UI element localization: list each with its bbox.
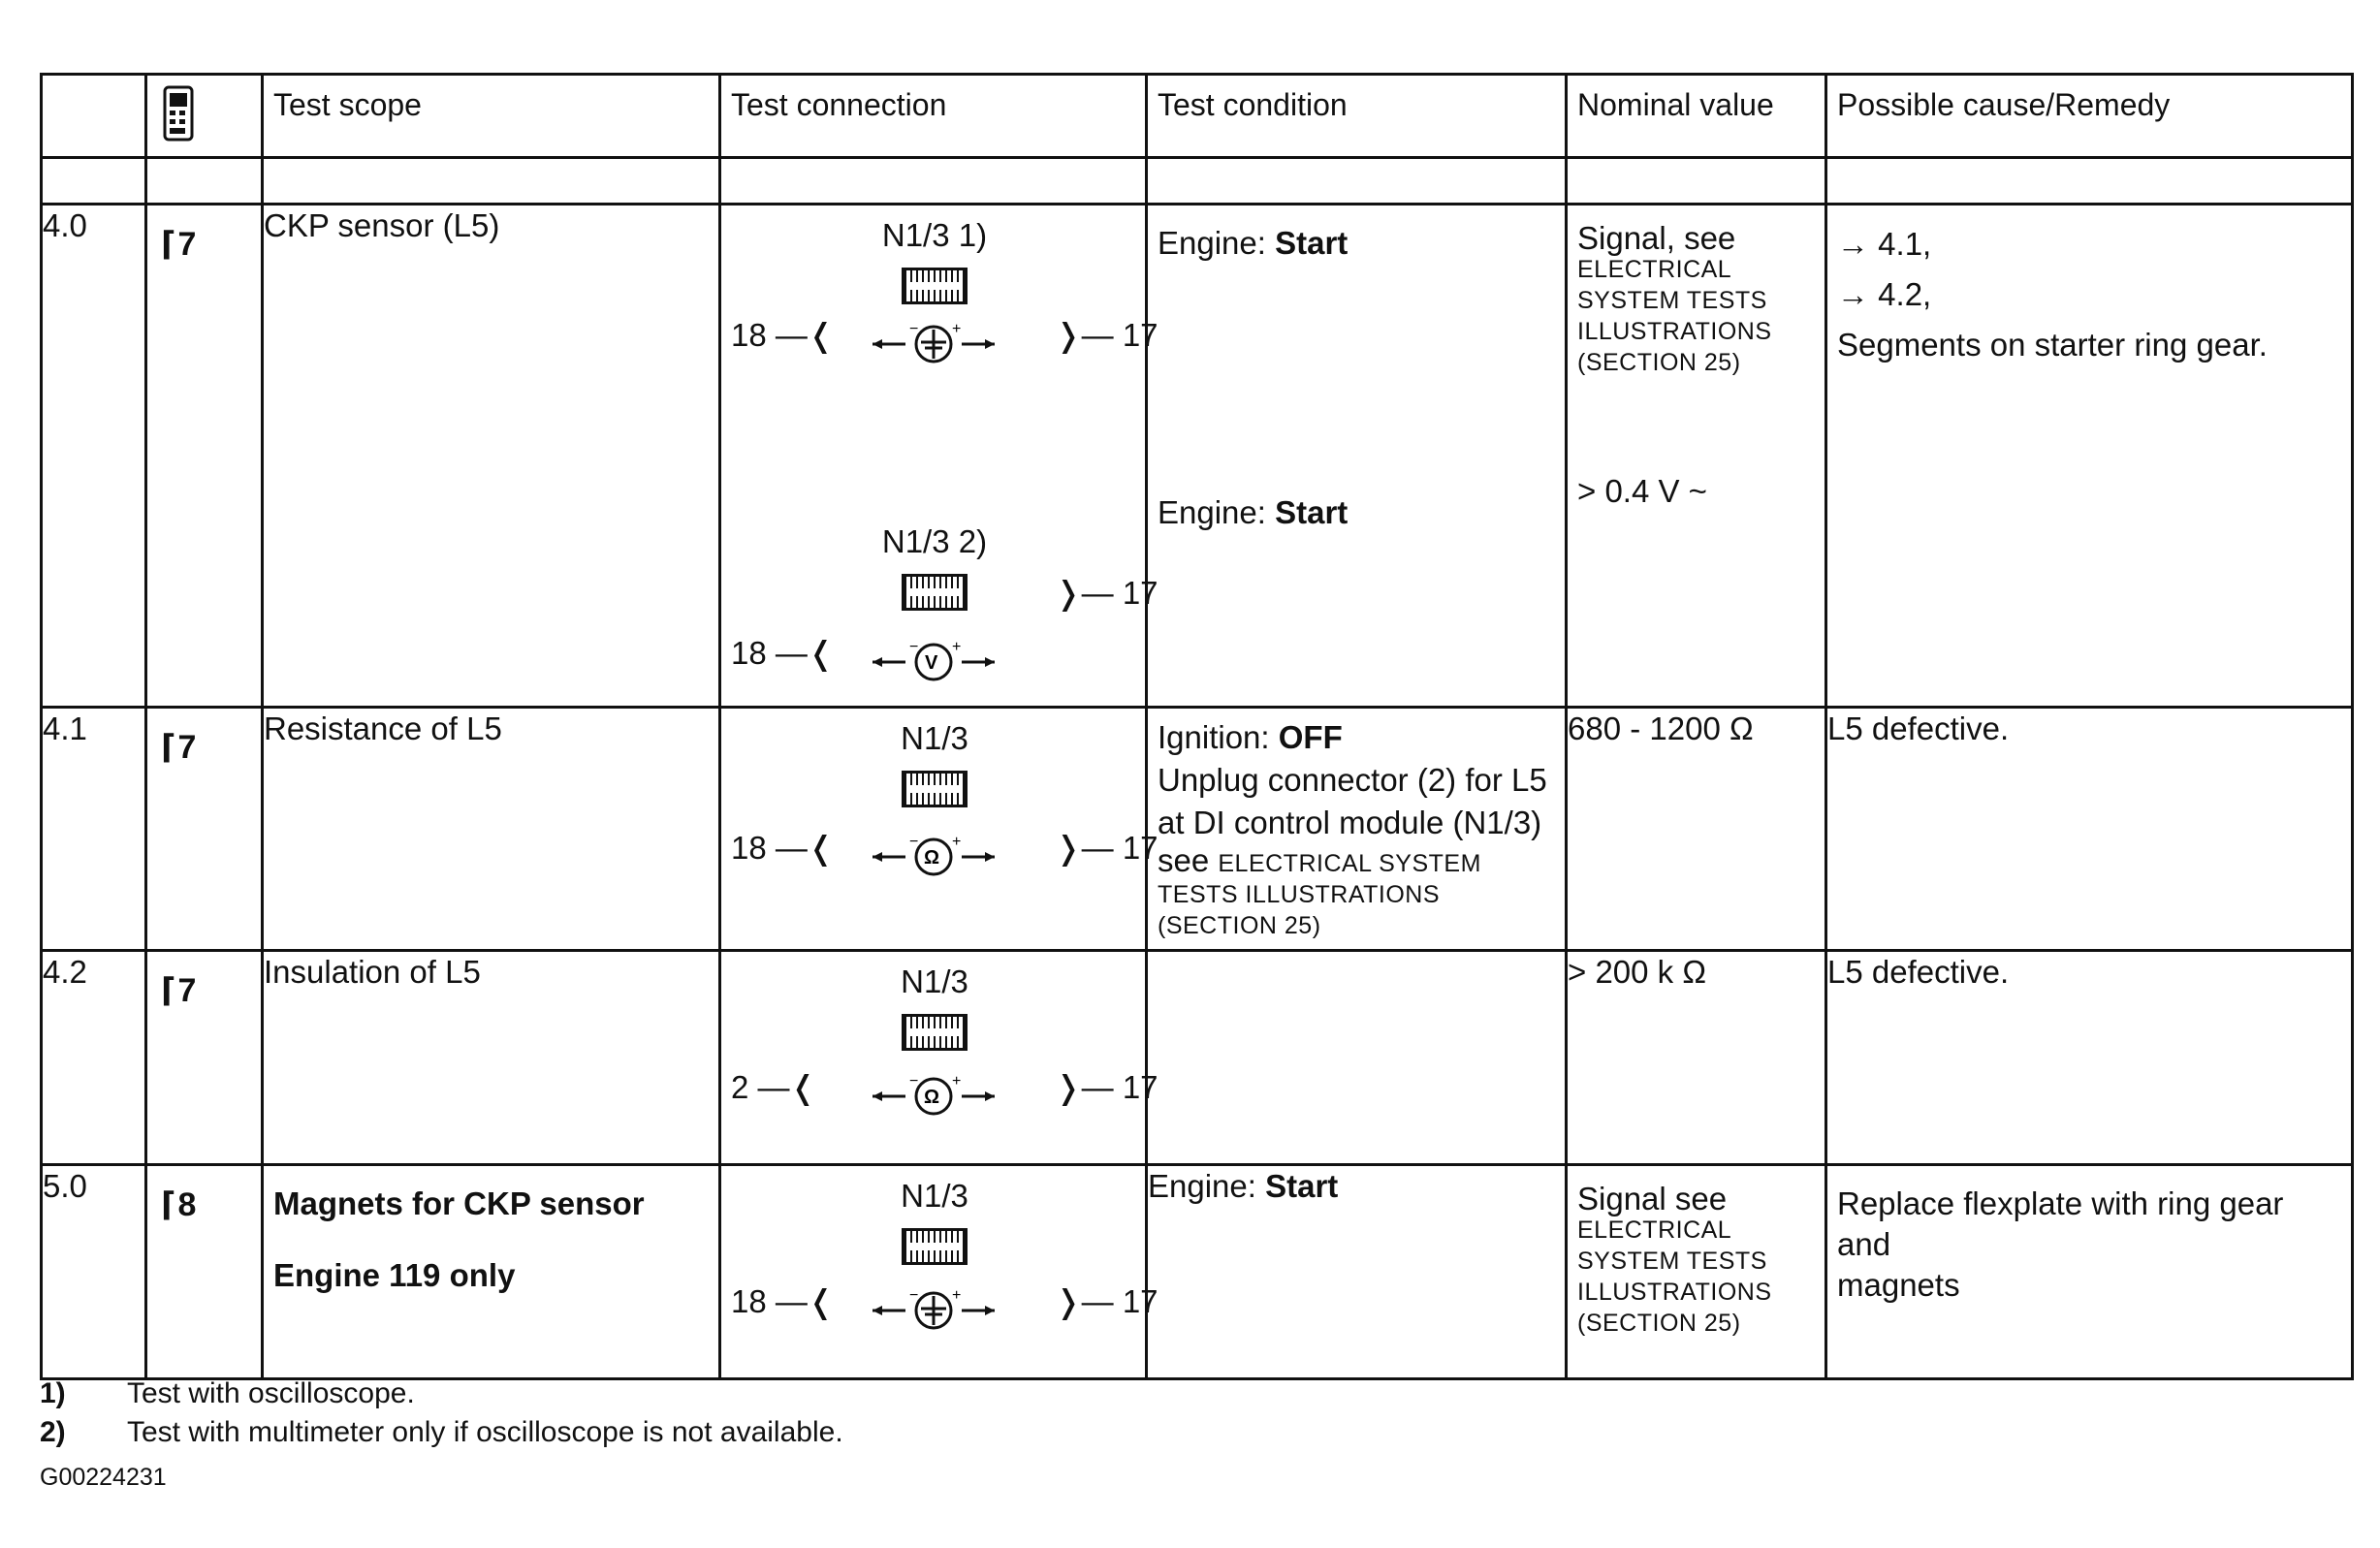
control-module-icon — [902, 268, 968, 304]
svg-text:−: − — [909, 1288, 919, 1304]
tester-device-icon — [161, 85, 200, 148]
step-number: 4.0 — [42, 205, 146, 708]
voltmeter-icon — [871, 640, 997, 684]
header-test-connection: Test connection — [720, 75, 1147, 158]
module-label: N1/3 — [901, 1178, 968, 1214]
right-pin: 17 — [1122, 1069, 1158, 1105]
possible-cause: L5 defective. — [1826, 951, 2353, 1165]
control-module-icon — [902, 574, 968, 611]
test-table — [40, 73, 2354, 1380]
control-module-icon — [902, 1014, 968, 1051]
possible-cause: L5 defective. — [1826, 708, 2353, 951]
footnote-ref: 1) — [958, 217, 988, 253]
svg-text:Ω: Ω — [924, 847, 940, 869]
step-number: 5.0 — [42, 1165, 146, 1379]
module-label: N1/3 — [901, 720, 968, 756]
control-module-icon — [902, 1228, 968, 1265]
oscilloscope-icon — [871, 322, 997, 366]
nominal-value: > 200 k Ω — [1567, 951, 1826, 1165]
header-tester — [146, 75, 263, 158]
svg-text:V: V — [925, 652, 938, 674]
possible-cause: → 4.1, → 4.2, Segments on starter ring gear. — [1826, 205, 2353, 708]
possible-cause: Replace flexplate with ring gear and magnets — [1826, 1165, 2353, 1379]
test-scope: CKP sensor (L5) — [263, 205, 720, 708]
figure-id: G00224231 — [40, 1464, 167, 1491]
footnotes — [40, 1374, 843, 1452]
remedy-link[interactable]: → 4.1, — [1837, 226, 1932, 262]
right-pin: 17 — [1122, 1283, 1158, 1319]
footnote-item: 2) Test with multimeter only if oscilloscope is not available. — [40, 1416, 843, 1448]
test-connection: N1/3 2 —❬ ❭— 17 Ω − + — [720, 951, 1147, 1165]
test-condition: Engine: Start — [1147, 1165, 1567, 1379]
svg-text:+: + — [952, 1288, 962, 1304]
svg-text:−: − — [909, 640, 919, 655]
ohmmeter-icon — [871, 1074, 997, 1119]
header-possible-cause: Possible cause/Remedy — [1826, 75, 2353, 158]
module-label: N1/3 — [901, 964, 968, 999]
module-label: N1/3 — [881, 523, 950, 559]
svg-text:+: + — [952, 835, 962, 850]
svg-text:+: + — [952, 322, 962, 337]
left-pin: 18 — [731, 830, 767, 866]
test-condition: Engine: Start Engine: Start — [1147, 205, 1567, 708]
module-label: N1/3 — [881, 217, 950, 253]
pin-connector-icon: ⌈7 — [161, 226, 199, 263]
svg-text:−: − — [909, 1074, 919, 1090]
svg-text:−: − — [909, 835, 919, 850]
table-row — [42, 1165, 2353, 1379]
test-scope: Magnets for CKP sensor Engine 119 only — [263, 1165, 720, 1379]
pin-connector-icon: ⌈8 — [161, 1186, 199, 1223]
test-condition: Ignition: OFF Unplug connector (2) for L5 at DI control module (N1/3) see ELECTRICAL SYSTEM TESTS ILLUSTRATIONS (SECTION 25) — [1147, 708, 1567, 951]
footnote-item: 1) Test with oscilloscope. — [40, 1377, 415, 1409]
svg-text:Ω: Ω — [924, 1087, 940, 1108]
test-scope: Resistance of L5 — [263, 708, 720, 951]
remedy-link[interactable]: → 4.2, — [1837, 276, 1932, 312]
test-condition — [1147, 951, 1567, 1165]
table-row — [42, 205, 2353, 708]
header-nominal-value: Nominal value — [1567, 75, 1826, 158]
step-number: 4.2 — [42, 951, 146, 1165]
ohmmeter-icon — [871, 835, 997, 879]
header-test-condition: Test condition — [1147, 75, 1567, 158]
svg-text:+: + — [952, 640, 962, 655]
header-test-scope: Test scope — [263, 75, 720, 158]
right-pin: 17 — [1122, 575, 1158, 611]
svg-text:−: − — [909, 322, 919, 337]
right-pin: 17 — [1122, 830, 1158, 866]
header-row — [42, 75, 2353, 158]
pin-connector-icon: ⌈7 — [161, 972, 199, 1009]
left-pin: 18 — [731, 317, 767, 353]
left-pin: 18 — [731, 635, 767, 671]
test-connection: N1/3 18 —❬ ❭— 17 Ω − + — [720, 708, 1147, 951]
test-scope: Insulation of L5 — [263, 951, 720, 1165]
nominal-value: Signal, see ELECTRICAL SYSTEM TESTS ILLUSTRATIONS (SECTION 25) > 0.4 V ~ — [1567, 205, 1826, 708]
pin-connector-icon: ⌈7 — [161, 729, 199, 766]
test-connection: N1/3 18 —❬ ❭— 17 − + — [720, 1165, 1147, 1379]
left-pin: 2 — [731, 1069, 749, 1105]
oscilloscope-icon — [871, 1288, 997, 1333]
right-pin: 17 — [1122, 317, 1158, 353]
header-step — [42, 75, 146, 158]
table-row — [42, 708, 2353, 951]
footnote-ref: 2) — [958, 523, 988, 559]
spacer-row — [42, 158, 2353, 205]
step-number: 4.1 — [42, 708, 146, 951]
nominal-value: Signal see ELECTRICAL SYSTEM TESTS ILLUSTRATIONS (SECTION 25) — [1567, 1165, 1826, 1379]
svg-text:+: + — [952, 1074, 962, 1090]
table-row — [42, 951, 2353, 1165]
left-pin: 18 — [731, 1283, 767, 1319]
nominal-value: 680 - 1200 Ω — [1567, 708, 1826, 951]
test-connection: N1/3 1) 18 —❬ ❭— 17 − + N1/3 2) ❭— 17 18 —❬ V − + — [720, 205, 1147, 708]
control-module-icon — [902, 771, 968, 807]
